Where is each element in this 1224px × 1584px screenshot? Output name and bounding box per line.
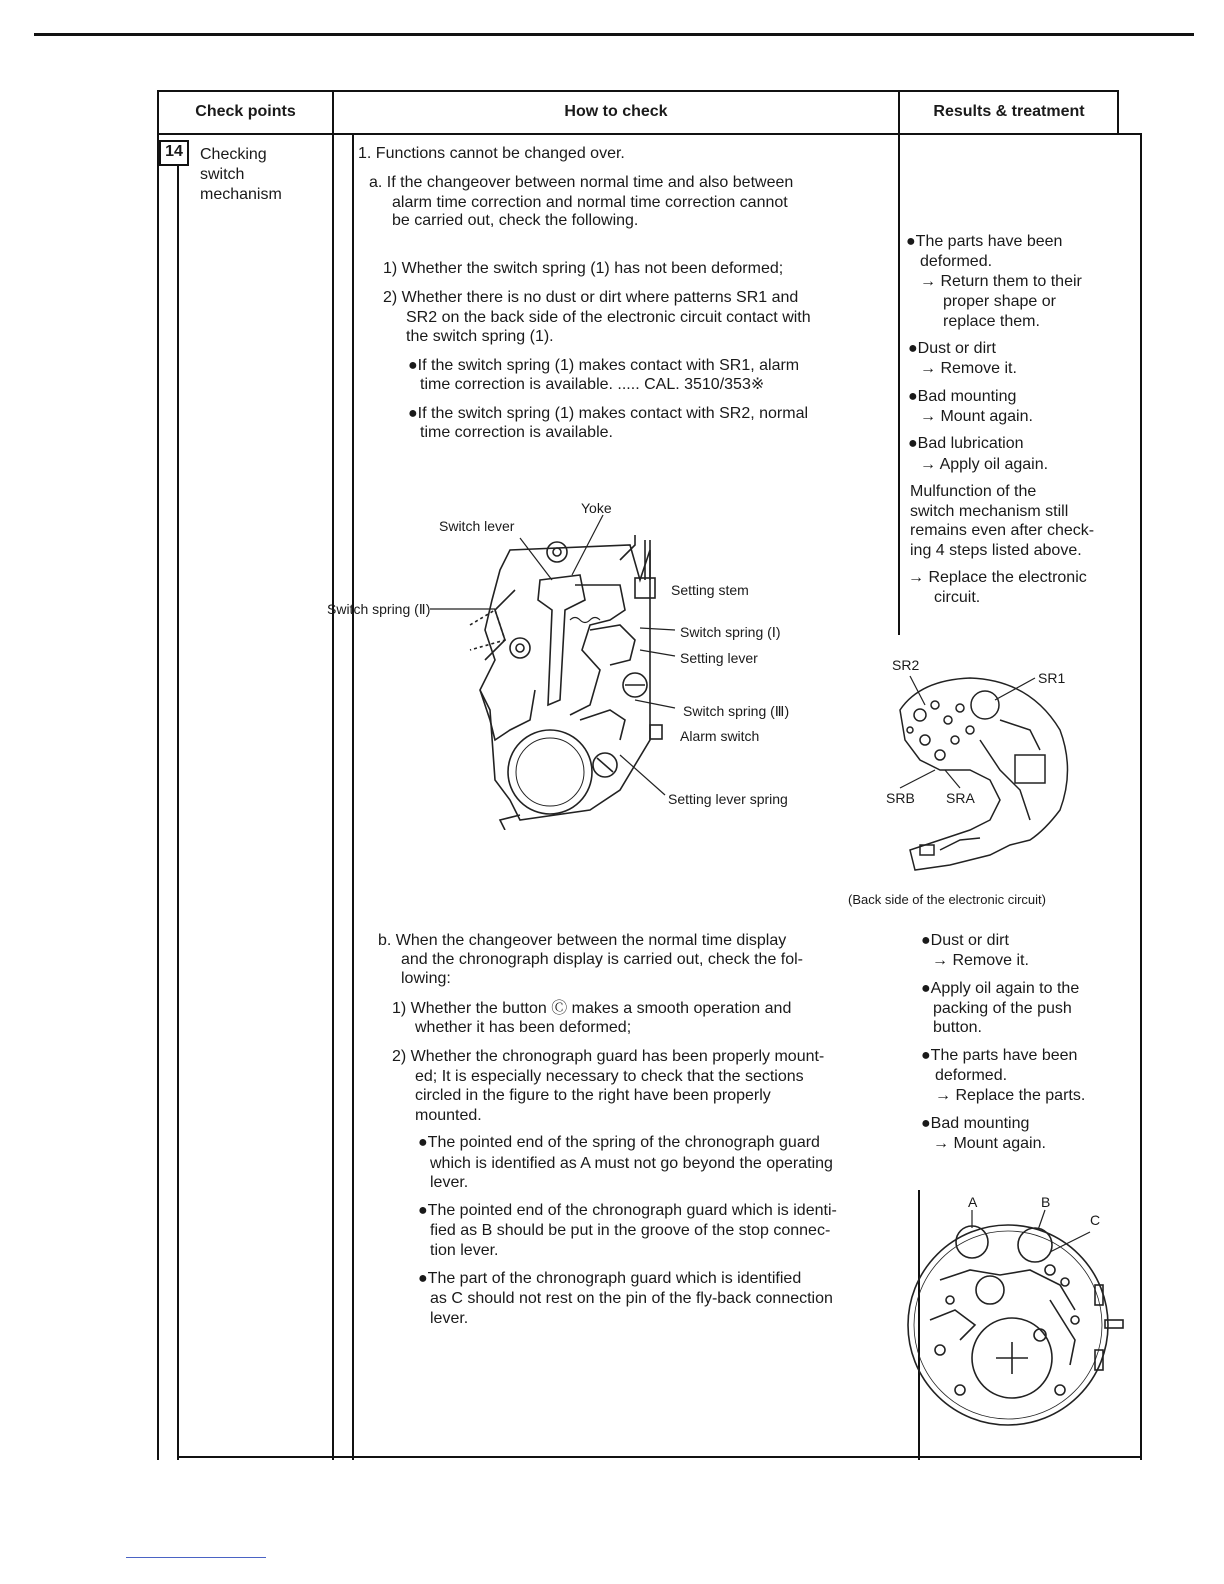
result1-c-1: ●Bad mounting xyxy=(908,388,1017,405)
result1-b-1: ●Dust or dirt xyxy=(908,340,996,357)
section-b-bullet-b-line-3: tion lever. xyxy=(430,1242,499,1259)
movement-outer-ring xyxy=(908,1225,1108,1425)
label-setting-stem: Setting stem xyxy=(671,582,749,598)
result1-f-1: → Replace the electronic xyxy=(908,569,1087,586)
result1-a-1: ●The parts have been xyxy=(906,233,1063,250)
result1-a-4: proper shape or xyxy=(943,293,1056,310)
check-title-line-1: Checking xyxy=(200,146,267,163)
result1-b-2: → Remove it. xyxy=(920,360,1017,377)
result1-e-1: Mulfunction of the xyxy=(910,483,1037,500)
setting-stem-block xyxy=(635,578,655,598)
section1-item-2-line-1: 2) Whether there is no dust or dirt where patterns SR1 and xyxy=(383,289,799,306)
result2-b-3: button. xyxy=(933,1019,982,1036)
section1-bullet-2-line-1: ●If the switch spring (1) makes contact with SR2, normal xyxy=(408,405,809,422)
header-results: Results & treatment xyxy=(933,103,1085,120)
label-sr2: SR2 xyxy=(892,657,920,673)
section1-title: 1. Functions cannot be changed over. xyxy=(358,145,625,162)
section1-bullet-1-line-1: ●If the switch spring (1) makes contact with SR1, alarm xyxy=(408,357,800,374)
circuit-caption: (Back side of the electronic circuit) xyxy=(848,892,1046,907)
section-b-bullet-b-line-1: ●The pointed end of the chronograph guard which is identi- xyxy=(418,1202,837,1219)
section1-bullet-1-line-2: time correction is available. ..... CAL. 3510/353※ xyxy=(420,376,765,393)
section1-bullet-2-line-2: time correction is available. xyxy=(420,424,613,441)
result1-e-3: remains even after check- xyxy=(910,522,1095,539)
result1-f-2: circuit. xyxy=(934,589,981,606)
section-b-item-1-line-1: 1) Whether the button Ⓒ makes a smooth operation and xyxy=(392,1000,792,1017)
section1-item-1: 1) Whether the switch spring (1) has not been deformed; xyxy=(383,260,784,277)
label-switch-spring-3: Switch spring (Ⅲ) xyxy=(683,703,790,719)
label-sr1: SR1 xyxy=(1038,670,1066,686)
label-switch-spring-2: Switch spring (Ⅱ) xyxy=(327,601,431,617)
circle-b xyxy=(1018,1228,1052,1262)
result1-a-5: replace them. xyxy=(943,313,1040,330)
result1-d-2: → Apply oil again. xyxy=(920,456,1049,473)
table-bottom-border xyxy=(177,1456,1141,1458)
section-b-bullet-a-line-2: which is identified as A must not go beyond the operating xyxy=(430,1155,833,1172)
header-right-extension xyxy=(1117,133,1142,135)
result2-d-2: → Mount again. xyxy=(933,1135,1046,1152)
section-b-item-2-line-2: ed; It is especially necessary to check that the sections xyxy=(415,1068,804,1085)
section-b-bullet-c-line-3: lever. xyxy=(430,1310,469,1327)
label-srb: SRB xyxy=(886,790,915,806)
battery-ring xyxy=(508,730,592,814)
result2-c-1: ●The parts have been xyxy=(921,1047,1078,1064)
section-b-item-2-line-1: 2) Whether the chronograph guard has been properly mount- xyxy=(392,1048,825,1065)
label-sra: SRA xyxy=(946,790,975,806)
section-b-bullet-c-line-2: as C should not rest on the pin of the fly-back connection xyxy=(430,1290,833,1307)
result2-c-2: deformed. xyxy=(935,1067,1008,1084)
check-title-line-3: mechanism xyxy=(200,186,282,203)
section-b-line-1: b. When the changeover between the normal time display xyxy=(378,932,787,949)
table-left-border-lower xyxy=(177,165,179,1460)
result2-a-1: ●Dust or dirt xyxy=(921,932,1009,949)
section1-item-2-line-2: SR2 on the back side of the electronic circuit contact with xyxy=(406,309,811,326)
upper-screw xyxy=(547,542,567,562)
alarm-switch-block xyxy=(650,725,662,739)
circuit-board-outline xyxy=(900,678,1068,870)
result1-e-4: ing 4 steps listed above. xyxy=(910,542,1082,559)
result1-e-2: switch mechanism still xyxy=(910,503,1069,520)
result1-a-3: → Return them to their xyxy=(920,273,1082,290)
section1-a-line-3: be carried out, check the following. xyxy=(392,212,639,229)
result1-c-2: → Mount again. xyxy=(920,408,1033,425)
check-title-line-2: switch xyxy=(200,166,245,183)
label-a: A xyxy=(968,1194,978,1210)
section-b-bullet-c-line-1: ●The part of the chronograph guard which is identified xyxy=(418,1270,802,1287)
label-setting-lever: Setting lever xyxy=(680,650,758,666)
section-b-bullet-a-line-3: lever. xyxy=(430,1174,469,1191)
circle-a xyxy=(956,1226,988,1258)
top-rule xyxy=(34,33,1194,36)
section1-item-2-line-3: the switch spring (1). xyxy=(406,328,554,345)
label-switch-spring-1: Switch spring (Ⅰ) xyxy=(680,624,781,640)
result2-d-1: ●Bad mounting xyxy=(921,1115,1030,1132)
table-left-border xyxy=(157,90,159,1460)
section1-a-line-2: alarm time correction and normal time correction cannot xyxy=(392,194,788,211)
row-number: 14 xyxy=(165,143,183,160)
result2-b-2: packing of the push xyxy=(933,1000,1072,1017)
table-top-border xyxy=(157,90,1119,92)
result2-a-2: → Remove it. xyxy=(932,952,1029,969)
section-b-line-3: lowing: xyxy=(401,970,451,987)
table-right-border-lower xyxy=(1140,133,1142,1460)
section-b-item-1-line-2: whether it has been deformed; xyxy=(415,1019,632,1036)
section1-a-line-1: a. If the changeover between normal time and also between xyxy=(369,174,794,191)
result1-a-2: deformed. xyxy=(920,253,993,270)
col-divider-2-top xyxy=(898,90,900,635)
label-yoke: Yoke xyxy=(581,500,612,516)
header-check-points: Check points xyxy=(195,103,296,120)
section-b-bullet-a-line-1: ●The pointed end of the spring of the chronograph guard xyxy=(418,1134,820,1151)
switch-lever-shape xyxy=(538,575,585,705)
section-b-bullet-b-line-2: fied as B should be put in the groove of the stop connec- xyxy=(430,1222,831,1239)
circle-c xyxy=(976,1276,1004,1304)
section-b-item-2-line-3: circled in the figure to the right have been properly xyxy=(415,1087,771,1104)
label-switch-lever: Switch lever xyxy=(439,518,515,534)
section-b-item-2-line-4: mounted. xyxy=(415,1107,482,1124)
label-b: B xyxy=(1041,1194,1051,1210)
section-b-line-2: and the chronograph display is carried out, check the fol- xyxy=(401,951,804,968)
result2-c-3: → Replace the parts. xyxy=(935,1087,1086,1104)
result2-b-1: ●Apply oil again to the xyxy=(921,980,1080,997)
label-c: C xyxy=(1090,1212,1101,1228)
label-setting-lever-spring: Setting lever spring xyxy=(668,791,788,807)
plate-outline xyxy=(480,545,650,820)
footnote-rule xyxy=(126,1557,266,1558)
result1-d-1: ●Bad lubrication xyxy=(908,435,1024,452)
label-alarm-switch: Alarm switch xyxy=(680,728,760,744)
left-screw xyxy=(510,638,530,658)
header-bottom-border xyxy=(157,133,1119,135)
electronic-circuit-diagram xyxy=(880,660,1080,880)
header-how-to-check: How to check xyxy=(564,103,668,120)
